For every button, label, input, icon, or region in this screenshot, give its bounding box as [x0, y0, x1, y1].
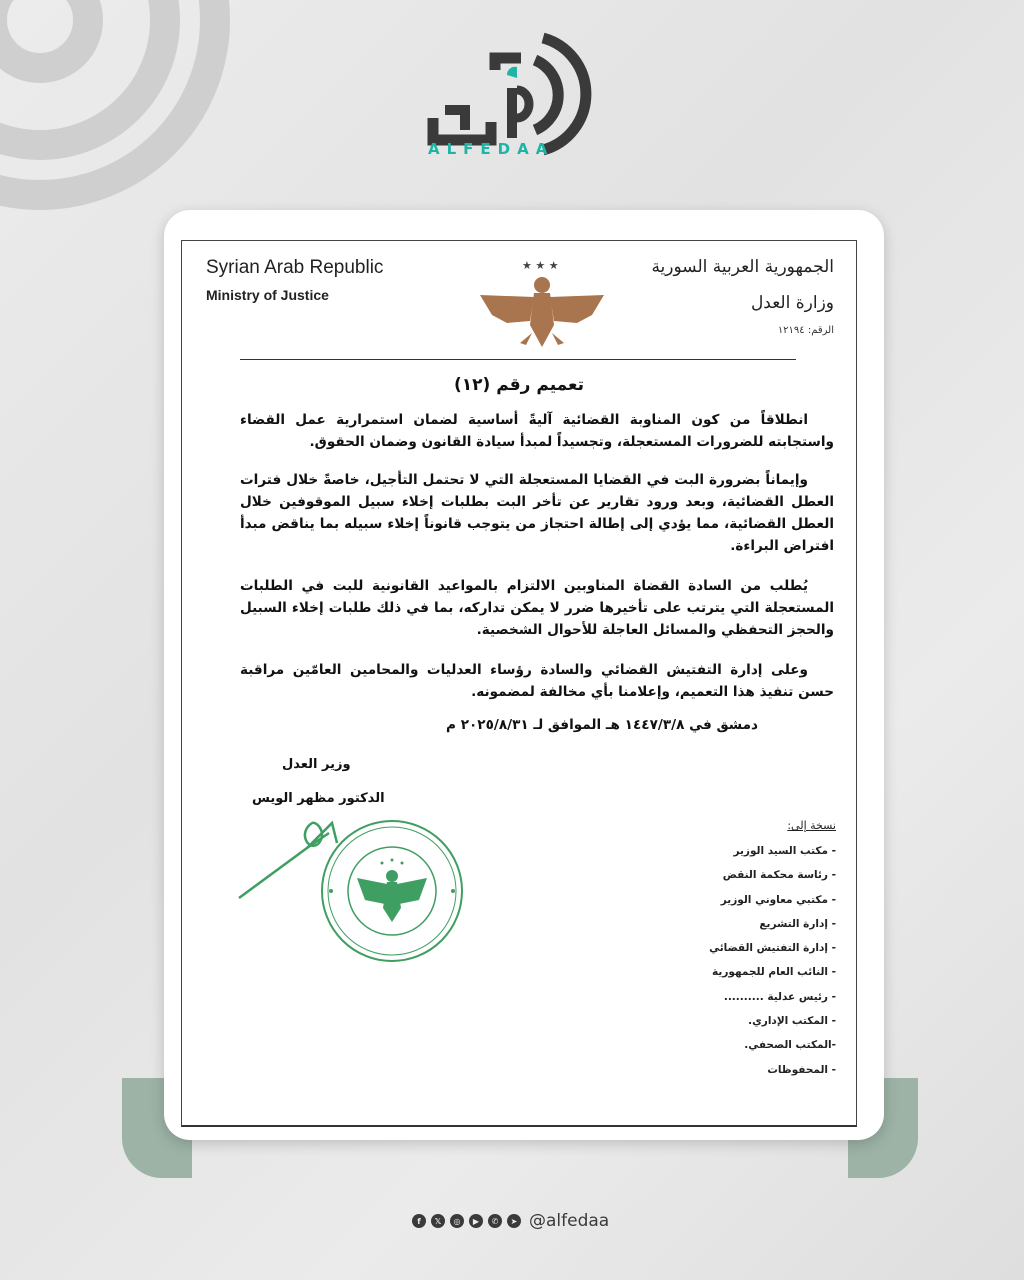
copies-item: - مكتب السيد الوزير — [733, 845, 836, 857]
circular-paragraph: وعلى إدارة التفتيش القضائي والسادة رؤساء العدليات والمحامين العامّين مراقبة حسن تنفيذ هذا التعميم، وإعلامنا بأي مخالفة لمضمونه. — [240, 662, 834, 700]
circular-title: تعميم رقم (١٢) — [453, 375, 585, 395]
letterhead-en-subtitle: Ministry of Justice — [206, 287, 329, 303]
eagle-emblem-icon — [472, 255, 612, 355]
copies-item: - مكتبي معاوني الوزير — [720, 893, 836, 906]
copies-list — [709, 839, 836, 1082]
svg-text:★ ★ ★: ★ ★ ★ — [522, 259, 559, 272]
copies-item: - رئاسة محكمة النقض — [722, 869, 836, 882]
copies-item: - النائب العام للجمهورية — [712, 966, 836, 979]
telegram-icon[interactable]: ➤ — [507, 1214, 521, 1228]
instagram-icon[interactable]: ◎ — [450, 1214, 464, 1228]
circular-paragraph: وإيماناً بضرورة البت في القضايا المستعجلة التي لا تحتمل التأجيل، خاصةً خلال فترات العطل القضائية، وبعد ورود تقارير عن تأخر البت بطلبات إخلاء سبيل الموقوفين خلال العطل القضائية، مما يؤدي إلى إطالة احتجاز من يتوجب قانوناً إخلاء سبيله بما يناقض مبدأ افتراض البراءة. — [240, 472, 834, 554]
whatsapp-icon[interactable]: ✆ — [488, 1214, 502, 1228]
background-ring-decoration — [0, 0, 240, 220]
date-line: دمشق في ١٤٤٧/٣/٨ هـ الموافق لـ ٢٠٢٥/٨/٣١ م — [445, 717, 758, 733]
letterhead-ar-title: الجمهورية العربية السورية — [651, 257, 834, 277]
youtube-icon[interactable]: ▶ — [469, 1214, 483, 1228]
minister-title: وزير العدل — [282, 757, 351, 772]
letterhead-en-title: Syrian Arab Republic — [206, 257, 384, 278]
letterhead-ar-subtitle: وزارة العدل — [750, 293, 834, 313]
header-divider — [240, 359, 796, 360]
social-handle[interactable]: @alfedaa — [529, 1211, 610, 1231]
copies-item: - إدارة التشريع — [759, 917, 836, 930]
facebook-icon[interactable]: f — [412, 1214, 426, 1228]
copies-item: - إدارة التفتيش القضائي — [709, 942, 836, 955]
ministry-seal — [317, 816, 467, 966]
social-footer — [412, 1208, 609, 1234]
copies-item: - رئيس عدلية .......... — [723, 990, 836, 1003]
copies-item: - المكتب الإداري. — [748, 1015, 836, 1028]
circular-paragraph: يُطلب من السادة القضاة المناوبين الالتزام بالمواعيد القانونية للبت في الطلبات المستعجلة التي يترتب على تأخيرها ضرر لا يمكن تداركه، بما في ذلك طلبات إخلاء السبيل والحجز التحفظي والمسائل العاجلة للأحوال الشخصية. — [240, 578, 834, 638]
minister-name: الدكتور مظهر الويس — [252, 791, 385, 806]
copies-title: نسخة إلى: — [787, 819, 836, 832]
reference-number: الرقم: ١٢١٩٤ — [777, 325, 834, 336]
document-card — [164, 210, 884, 1140]
circular-paragraph: انطلاقاً من كون المناوبة القضائية آليةً أساسية لضمان استمرارية عمل القضاء واستجابته للضرورات المستعجلة، وتجسيداً لمبدأ سيادة القانون وضمان الحقوق. — [240, 412, 834, 450]
document-page — [181, 240, 857, 1127]
copies-item: - المحفوظات — [767, 1063, 836, 1076]
logo-wordmark: ALFEDAA — [428, 140, 555, 158]
copies-item: -المكتب الصحفي. — [744, 1039, 836, 1052]
x-icon[interactable]: 𝕏 — [431, 1214, 445, 1228]
